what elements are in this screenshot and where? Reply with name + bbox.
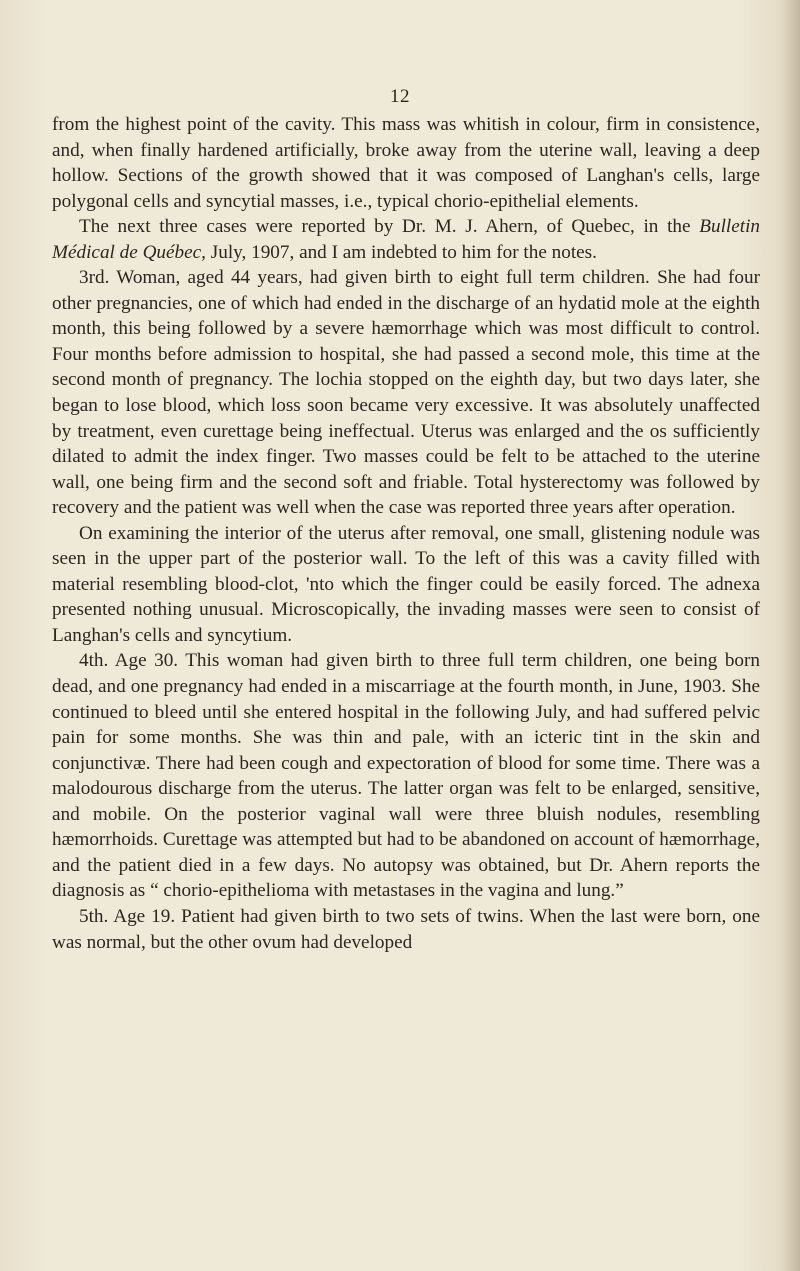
body-text — [52, 112, 760, 955]
page-edge-shadow — [782, 0, 800, 1271]
paragraph-case-5: 5th. Age 19. Patient had given birth to two sets of twins. When the last were born, one was normal, but the other ovum had developed — [52, 905, 760, 953]
paragraph-case-4: 4th. Age 30. This woman had given birth to three full term children, one being born dead, and one pregnancy had ended in a miscarriage at the fourth month, in June, 1903. She continued to bleed until she entered hospital in the following July, and had suffered pelvic pain for some months. She was thin and pale, with an icteric tint in the skin and conjunctivæ. There had been cough and expectoration of blood for some time. There was a malodourous discharge from the uterus. The latter organ was felt to be enlarged, sensitive, and mobile. On the posterior vaginal wall were three bluish nodules, resembling hæmorrhoids. Curettage was attempted but had to be abandoned on account of hæmorrhage, and the patient died in a few days. No autopsy was obtained, but Dr. Ahern reports the diagnosis as “ chorio-epithelioma with metastases in the vagina and lung.” — [52, 650, 760, 902]
case-intro-text-start: The next three cases were reported by Dr. M. J. Ahern, of Quebec, in the — [79, 216, 700, 238]
paragraph-case-3-examination: On examining the interior of the uterus after removal, one small, glistening nodule was seen in the upper part of the posterior wall. To the left of this was a cavity filled with material resembling blood-clot, 'nto which the finger could be easily forced. The adnexa presented nothing unusual. Microscopically, the invading masses were seen to consist of Langhan's cells and syncytium. — [52, 522, 760, 646]
paragraph-case-introduction — [52, 214, 760, 265]
journal-title: Bulletin Médical de Québec, — [52, 216, 760, 263]
paragraph-growth-description: from the highest point of the cavity. This mass was whitish in colour, firm in consistence, and, when finally hardened artificially, broke away from the uterine wall, leaving a deep hollow. Sections of the growth showed that it was composed of Langhan's cells, large polygonal cells and syncytial masses, i.e., typical chorio-epithelial elements. — [52, 114, 760, 212]
page-number: 12 — [390, 86, 410, 107]
case-intro-text-end: July, 1907, and I am indebted to him for the notes. — [205, 241, 597, 263]
paragraph-case-3: 3rd. Woman, aged 44 years, had given birth to eight full term children. She had four other pregnancies, one of which had ended in the discharge of an hydatid mole at the eighth month, this being followed by a severe hæmorrhage which was most difficult to control. Four months before admission to hospital, she had passed a second mole, this time at the second month of pregnancy. The lochia stopped on the eighth day, but two days later, she began to lose blood, which loss soon became very excessive. It was absolutely unaffected by treatment, even curettage being ineffectual. Uterus was enlarged and the os sufficiently dilated to admit the index finger. Two masses could be felt to be attached to the uterine wall, one being firm and the second soft and friable. Total hysterectomy was followed by recovery and the patient was well when the case was reported three years after operation. — [52, 267, 760, 519]
